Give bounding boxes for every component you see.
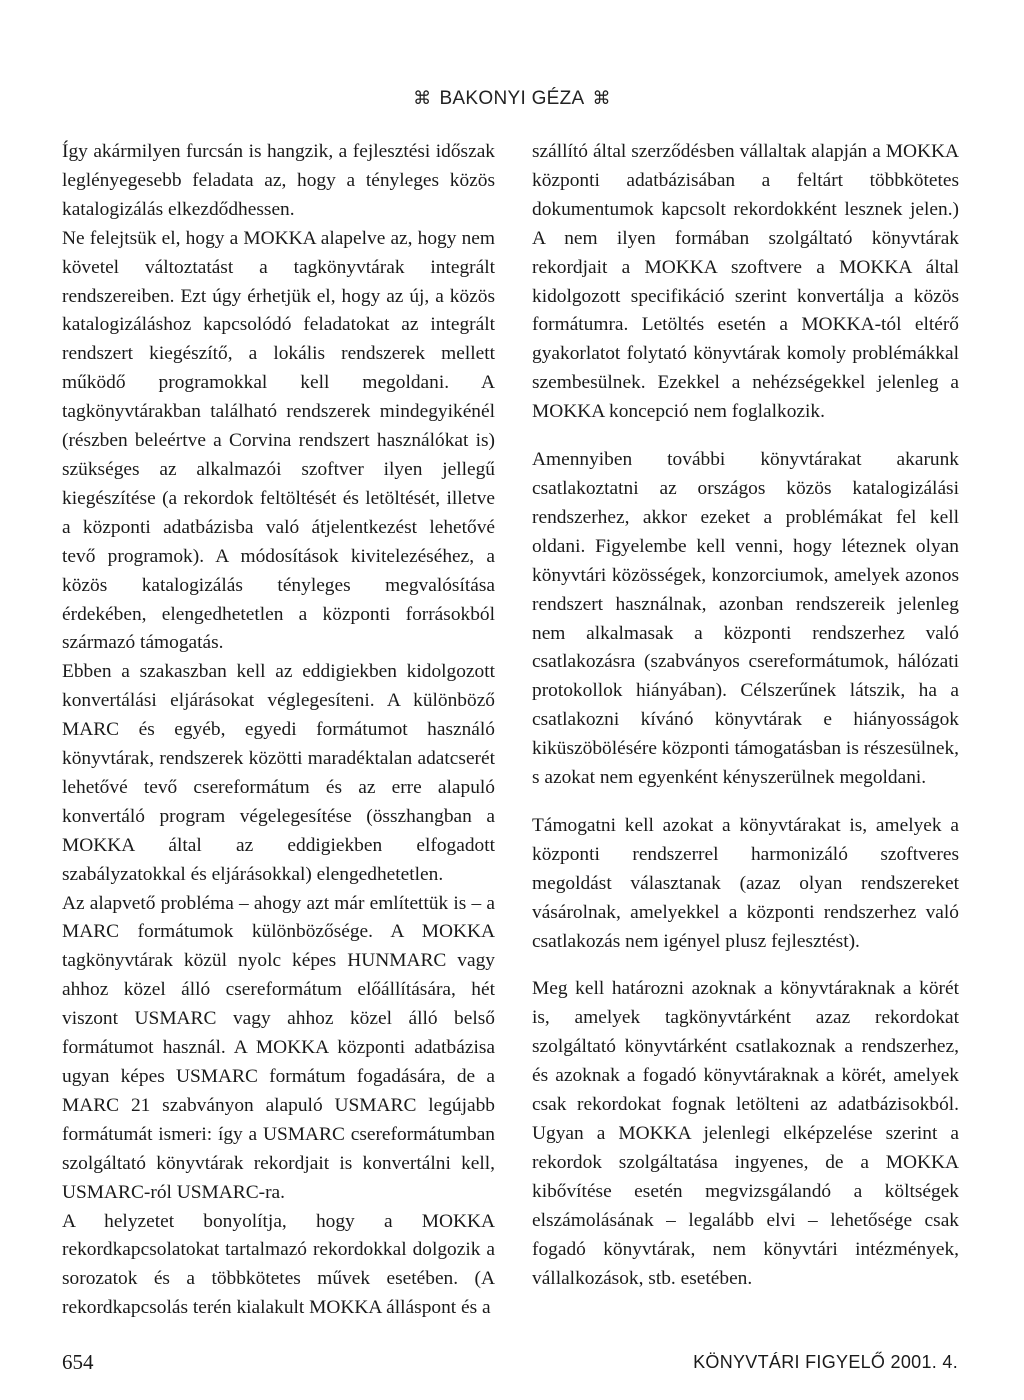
journal-title: KÖNYVTÁRI FIGYELŐ 2001. 4.: [693, 1352, 958, 1372]
paragraph: szállító által szerződésben vállaltak alapján a MOKKA központi adatbázisában a feltárt többkötetes dokumentumok kapcsolt rekordokként lesznek jelen.) A nem ilyen formában szolgáltató könyvtárak rekordjait a MOKKA szoftvere a MOKKA által kidolgozott specifikáció szerint konvertálja a közös formátumra. Letöltés esetén a MOKKA-tól eltérő gyakorlatot folytató könyvtárak komoly problémákkal szembesülnek. Ezekkel a nehézségekkel jelenleg a MOKKA koncepció nem foglalkozik.: [532, 141, 959, 423]
paragraph: Amennyiben további könyvtárakat akarunk csatlakoztatni az országos közös katalogizálási rendszerhez, akkor ezeket a problémákat fel kell oldani. Figyelembe kell venni, hogy léteznek olyan könyvtári közösségek, konzorciumok, amelyek azonos rendszert használnak, azonban rendszereik jelenleg nem alkalmasak a központi rendszerhez való csatlakozásra (szabványos csereformátumok, hálózati protokollok hiányában). Célszerűnek látszik, ha a csatlakozni kívánó könyvtárak e hiányosságok kiküszöbölésére központi támogatásban is részesülnek, s azokat nem egyenként kényszerülnek megoldani.: [532, 449, 960, 789]
paragraph: Így akármilyen furcsán is hangzik, a fejlesztési időszak leglényegesebb feladata az, hogy a tényleges közös katalogizálás elkezdődhessen.: [62, 141, 495, 220]
page-number: 654: [62, 1350, 94, 1374]
left-column: [62, 138, 495, 1323]
running-header: [0, 88, 1024, 110]
paragraph: Meg kell határozni azoknak a könyvtáraknak a körét is, amelyek tagkönyvtárként azaz rekordokat szolgáltató könyvtárként csatlakoznak a rendszerhez, és azoknak a fogadó könyvtáraknak a körét, amelyek csak rekordokat fognak letölteni az adatbázisokból. Ugyan a MOKKA jelenlegi elképzelése szerint a rekordok szolgáltatása ingyenes, de a MOKKA kibővítése esetén megvizsgálandó a költségek elszámolásának – legalább elvi – lehetősége csak fogadó könyvtárak, nem könyvtári intézmények, vállalkozások, stb. esetében.: [532, 978, 959, 1289]
right-column: [532, 138, 959, 1293]
paragraph: A helyzetet bonyolítja, hogy a MOKKA rekordkapcsolatokat tartalmazó rekordokkal dolgozik a sorozatok és a többkötetes művek esetében. (A rekordkapcsolás terén kialakult MOKKA álláspont és a: [62, 1210, 495, 1319]
ornament-icon: ⌘: [592, 88, 611, 108]
ornament-icon: ⌘: [413, 88, 432, 108]
paragraph: Ne felejtsük el, hogy a MOKKA alapelve az, hogy nem követel változtatást a tagkönyvtárak integrált rendszereiben. Ezt úgy érhetjük el, hogy az új, a közös katalogizáláshoz kapcsolódó feladatokat az integrált rendszert kiegészítő, a lokális rendszerek mellett működő programokkal kell megoldani. A tagkönyvtárakban található rendszerek mindegyikénél (részben beleértve a Corvina rendszert használókat is) szükséges az alkalmazói szoftver ilyen jellegű kiegészítése (a rekordok feltöltését és letöltését, illetve a központi adatbázisba való átjelentkezést lehetővé tevő programok). A módosítások kivitelezéséhez, a közös katalogizálás tényleges megvalósítása érdekében, elengedhetetlen a központi forrásokból származó támogatás.: [62, 227, 495, 654]
paragraph: Az alapvető probléma – ahogy azt már említettük is – a MARC formátumok különbözősége. A MOKKA tagkönyvtárak közül nyolc képes HUNMARC vagy ahhoz közel álló csereformátum előállítására, hét viszont USMARC vagy ahhoz közel álló belső formátumot használ. A MOKKA központi adatbázisa ugyan képes USMARC formátum fogadására, de a MARC 21 szabványon alapuló USMARC legújabb formátumát ismeri: így a USMARC csereformátumban szolgáltató könyvtárak rekordjait is konvertálni kell, USMARC-ról USMARC-ra.: [62, 892, 495, 1203]
paragraph: Ebben a szakaszban kell az eddigiekben kidolgozott konvertálási eljárásokat véglegesíteni. A különböző MARC és egyéb, egyedi formátumot használó könyvtárak, rendszerek közötti maradéktalan adatcserét lehetővé tevő csereformátum és az erre alapuló konvertáló program végelegesítése (összhangban a MOKKA által az eddigiekben elfogadott szabályzatokkal és eljárásokkal) elengedhetetlen.: [62, 661, 495, 885]
header-author: BAKONYI GÉZA: [439, 88, 585, 109]
paragraph: Támogatni kell azokat a könyvtárakat is, amelyek a központi rendszerrel harmonizáló szoftveres megoldást választanak (azaz olyan rendszereket vásárolnak, amelyekkel a központi rendszerhez való csatlakozás nem igényel plusz fejlesztést).: [532, 814, 959, 952]
